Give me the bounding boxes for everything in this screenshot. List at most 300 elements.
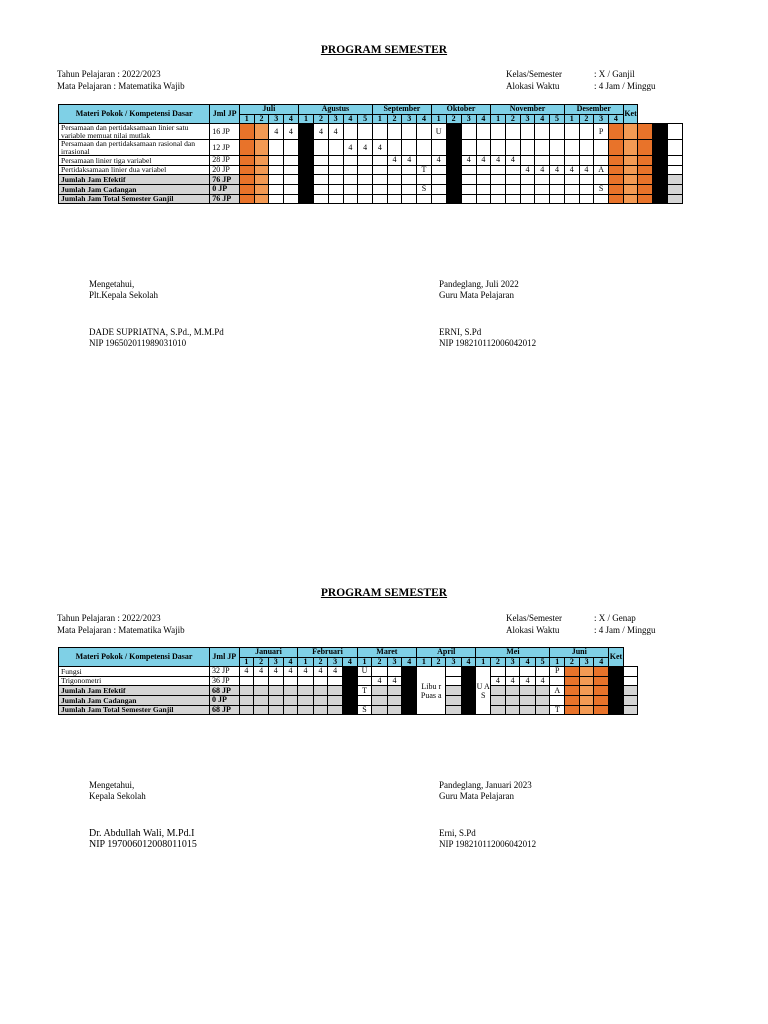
jabatan-label-2: Kepala Sekolah bbox=[89, 791, 146, 801]
week-cell: 4 bbox=[550, 165, 565, 175]
week-cell bbox=[372, 667, 387, 677]
week-cell bbox=[283, 695, 298, 705]
month-header: Juni bbox=[550, 648, 609, 658]
week-cell bbox=[623, 175, 638, 185]
week-number: 3 bbox=[461, 114, 476, 124]
week-cell bbox=[550, 140, 565, 156]
week-cell bbox=[268, 695, 283, 705]
week-cell bbox=[491, 124, 506, 140]
week-cell: 4 bbox=[431, 156, 446, 166]
meta-left-2 bbox=[57, 612, 185, 636]
week-cell bbox=[254, 705, 269, 715]
ket-cell bbox=[667, 156, 682, 166]
ket-cell bbox=[623, 705, 638, 715]
week-cell bbox=[358, 124, 373, 140]
week-cell bbox=[491, 194, 506, 204]
ket-cell bbox=[623, 667, 638, 677]
week-cell: S bbox=[357, 705, 372, 715]
week-cell bbox=[328, 705, 343, 715]
week-cell bbox=[461, 140, 476, 156]
week-cell bbox=[520, 124, 535, 140]
week-cell bbox=[653, 184, 668, 194]
week-cell bbox=[254, 695, 269, 705]
week-cell bbox=[550, 124, 565, 140]
month-header: Mei bbox=[476, 648, 550, 658]
week-cell bbox=[579, 686, 594, 696]
week-cell bbox=[461, 667, 476, 677]
ket-cell bbox=[667, 124, 682, 140]
week-cell bbox=[298, 156, 313, 166]
week-cell bbox=[579, 695, 594, 705]
ket-cell bbox=[623, 686, 638, 696]
week-cell bbox=[476, 140, 491, 156]
week-number: 3 bbox=[520, 114, 535, 124]
week-cell bbox=[446, 140, 461, 156]
week-cell bbox=[357, 676, 372, 686]
week-cell bbox=[284, 194, 299, 204]
week-cell bbox=[283, 686, 298, 696]
ket-cell bbox=[667, 165, 682, 175]
week-number: 3 bbox=[268, 657, 283, 667]
week-cell bbox=[372, 705, 387, 715]
ket-cell bbox=[667, 175, 682, 185]
week-cell bbox=[579, 705, 594, 715]
week-cell bbox=[342, 686, 357, 696]
week-cell bbox=[653, 124, 668, 140]
summary-jp: 76 JP bbox=[210, 194, 240, 204]
week-cell bbox=[343, 184, 358, 194]
week-cell bbox=[535, 705, 550, 715]
week-cell bbox=[343, 156, 358, 166]
week-cell bbox=[564, 124, 579, 140]
week-cell: 4 bbox=[579, 165, 594, 175]
week-cell bbox=[491, 175, 506, 185]
week-cell bbox=[579, 667, 594, 677]
week-cell bbox=[328, 184, 343, 194]
week-cell bbox=[387, 686, 402, 696]
week-cell: 4 bbox=[505, 156, 520, 166]
week-cell bbox=[609, 705, 624, 715]
week-cell bbox=[491, 705, 506, 715]
summary-label: Jumlah Jam Efektif bbox=[59, 686, 210, 696]
mata-pelajaran-2: Mata Pelajaran : Matematika Wajib bbox=[57, 625, 185, 635]
week-cell bbox=[269, 165, 284, 175]
week-cell bbox=[328, 194, 343, 204]
week-cell: 4 bbox=[372, 140, 387, 156]
week-cell bbox=[372, 695, 387, 705]
week-cell bbox=[387, 194, 402, 204]
week-cell bbox=[402, 705, 417, 715]
week-cell bbox=[254, 124, 269, 140]
week-cell: 4 bbox=[343, 140, 358, 156]
week-cell bbox=[608, 194, 623, 204]
week-number: 2 bbox=[372, 657, 387, 667]
week-cell bbox=[623, 184, 638, 194]
week-number: 4 bbox=[402, 657, 417, 667]
week-cell bbox=[520, 175, 535, 185]
week-cell bbox=[491, 667, 506, 677]
week-cell bbox=[564, 156, 579, 166]
week-cell bbox=[623, 124, 638, 140]
week-cell bbox=[284, 140, 299, 156]
week-cell bbox=[535, 140, 550, 156]
week-cell bbox=[268, 705, 283, 715]
week-cell: 4 bbox=[314, 124, 329, 140]
week-cell bbox=[417, 140, 432, 156]
week-cell bbox=[298, 175, 313, 185]
week-cell bbox=[314, 175, 329, 185]
summary-label: Jumlah Jam Efektif bbox=[59, 175, 210, 185]
week-cell bbox=[638, 124, 653, 140]
summary-label: Jumlah Jam Total Semester Ganjil bbox=[59, 705, 210, 715]
week-cell bbox=[269, 156, 284, 166]
week-cell bbox=[239, 686, 254, 696]
week-cell bbox=[298, 695, 313, 705]
week-cell bbox=[358, 175, 373, 185]
page-title: PROGRAM SEMESTER bbox=[320, 44, 448, 56]
week-cell bbox=[298, 705, 313, 715]
week-cell bbox=[284, 184, 299, 194]
week-number: 2 bbox=[565, 657, 580, 667]
week-cell bbox=[358, 194, 373, 204]
week-number: 5 bbox=[535, 657, 550, 667]
week-cell bbox=[594, 156, 609, 166]
week-cell bbox=[342, 676, 357, 686]
week-cell bbox=[608, 124, 623, 140]
week-number: 3 bbox=[402, 114, 417, 124]
week-cell bbox=[239, 175, 254, 185]
week-number: 1 bbox=[476, 657, 491, 667]
week-cell bbox=[431, 184, 446, 194]
week-cell bbox=[387, 165, 402, 175]
week-number: 3 bbox=[446, 657, 461, 667]
week-cell bbox=[565, 695, 580, 705]
week-cell bbox=[314, 194, 329, 204]
week-cell bbox=[520, 140, 535, 156]
week-cell bbox=[461, 686, 476, 696]
week-cell bbox=[313, 695, 328, 705]
jml-jp-value: 16 JP bbox=[210, 124, 240, 140]
week-cell bbox=[328, 165, 343, 175]
week-cell bbox=[446, 194, 461, 204]
week-cell bbox=[609, 676, 624, 686]
week-cell bbox=[461, 676, 476, 686]
header-jml-jp: Jml JP bbox=[210, 105, 240, 124]
alokasi-value: : 4 Jam / Minggu bbox=[594, 81, 656, 91]
week-cell bbox=[608, 165, 623, 175]
kepala-sekolah-nip: NIP 196502011989031010 bbox=[89, 338, 187, 348]
week-cell bbox=[328, 676, 343, 686]
week-number: 2 bbox=[313, 657, 328, 667]
libur-puasa-cell: Libu r Puas a bbox=[417, 667, 446, 715]
guru-nip-2: NIP 198210112006042012 bbox=[439, 839, 537, 849]
summary-label: Jumlah Jam Cadangan bbox=[59, 695, 210, 705]
week-cell bbox=[608, 184, 623, 194]
header-ket: Ket bbox=[623, 105, 638, 124]
week-cell bbox=[461, 124, 476, 140]
week-cell: 4 bbox=[402, 156, 417, 166]
week-cell: 4 bbox=[520, 165, 535, 175]
tahun-pelajaran: Tahun Pelajaran : 2022/2023 bbox=[57, 69, 161, 79]
week-cell bbox=[239, 676, 254, 686]
week-cell bbox=[594, 705, 609, 715]
week-cell: 4 bbox=[372, 676, 387, 686]
week-cell bbox=[579, 175, 594, 185]
week-cell bbox=[461, 165, 476, 175]
alokasi-value-2: : 4 Jam / Minggu bbox=[594, 625, 656, 635]
week-number: 1 bbox=[550, 657, 565, 667]
summary-jp: 76 JP bbox=[210, 175, 240, 185]
week-cell bbox=[653, 140, 668, 156]
week-number: 1 bbox=[372, 114, 387, 124]
week-cell: 4 bbox=[476, 156, 491, 166]
meta-right-labels-2 bbox=[506, 612, 562, 636]
week-cell bbox=[446, 124, 461, 140]
week-cell bbox=[491, 184, 506, 194]
week-cell bbox=[579, 140, 594, 156]
mengetahui-label: Mengetahui, bbox=[89, 279, 135, 289]
week-number: 2 bbox=[254, 114, 269, 124]
week-number: 1 bbox=[239, 114, 254, 124]
week-cell bbox=[505, 165, 520, 175]
week-number: 3 bbox=[387, 657, 402, 667]
week-cell bbox=[565, 705, 580, 715]
week-cell bbox=[402, 124, 417, 140]
week-cell bbox=[550, 156, 565, 166]
week-cell bbox=[358, 184, 373, 194]
week-cell: 4 bbox=[269, 124, 284, 140]
jabatan-label: Plt.Kepala Sekolah bbox=[89, 290, 158, 300]
header-materi: Materi Pokok / Kompetensi Dasar bbox=[59, 648, 210, 667]
week-cell: U bbox=[431, 124, 446, 140]
ket-cell bbox=[623, 676, 638, 686]
week-cell bbox=[387, 184, 402, 194]
week-cell: T bbox=[550, 705, 565, 715]
week-cell bbox=[638, 184, 653, 194]
week-cell bbox=[254, 676, 269, 686]
week-cell bbox=[402, 140, 417, 156]
ket-cell bbox=[667, 184, 682, 194]
week-cell bbox=[579, 676, 594, 686]
week-cell bbox=[520, 695, 535, 705]
week-cell bbox=[387, 124, 402, 140]
week-cell bbox=[520, 667, 535, 677]
week-cell: 4 bbox=[328, 124, 343, 140]
week-cell bbox=[550, 695, 565, 705]
week-cell bbox=[387, 140, 402, 156]
week-cell: 4 bbox=[387, 156, 402, 166]
week-cell bbox=[638, 165, 653, 175]
week-number: 2 bbox=[579, 114, 594, 124]
week-cell: T bbox=[357, 686, 372, 696]
week-number: 1 bbox=[491, 114, 506, 124]
week-cell bbox=[564, 184, 579, 194]
week-cell bbox=[254, 165, 269, 175]
week-cell bbox=[239, 695, 254, 705]
week-cell bbox=[314, 165, 329, 175]
week-number: 3 bbox=[505, 657, 520, 667]
week-cell bbox=[446, 184, 461, 194]
week-cell: S bbox=[594, 184, 609, 194]
week-cell bbox=[372, 194, 387, 204]
week-cell bbox=[476, 124, 491, 140]
week-cell bbox=[239, 124, 254, 140]
schedule-table bbox=[58, 104, 710, 204]
materi-name: Fungsi bbox=[59, 667, 210, 677]
week-cell bbox=[402, 686, 417, 696]
week-cell bbox=[535, 156, 550, 166]
week-cell: 4 bbox=[268, 667, 283, 677]
kepala-sekolah-name: DADE SUPRIATNA, S.Pd., M.M.Pd bbox=[89, 327, 224, 337]
week-cell bbox=[446, 705, 461, 715]
week-cell bbox=[476, 184, 491, 194]
week-number: 4 bbox=[284, 114, 299, 124]
week-cell bbox=[535, 194, 550, 204]
week-cell bbox=[417, 175, 432, 185]
week-cell bbox=[387, 695, 402, 705]
mata-pelajaran: Mata Pelajaran : Matematika Wajib bbox=[57, 81, 185, 91]
week-cell bbox=[298, 140, 313, 156]
week-cell bbox=[314, 184, 329, 194]
week-number: 4 bbox=[535, 114, 550, 124]
week-cell: 4 bbox=[283, 667, 298, 677]
summary-jp: 68 JP bbox=[210, 705, 240, 715]
week-cell bbox=[283, 676, 298, 686]
signature-left-2 bbox=[89, 780, 197, 850]
kepala-sekolah-nip-2: NIP 197006012008011015 bbox=[89, 839, 197, 850]
week-cell bbox=[638, 175, 653, 185]
materi-name: Persamaan linier tiga variabel bbox=[59, 156, 210, 166]
week-cell bbox=[357, 695, 372, 705]
week-cell bbox=[446, 165, 461, 175]
week-cell bbox=[594, 140, 609, 156]
week-cell bbox=[313, 705, 328, 715]
week-cell bbox=[535, 175, 550, 185]
week-number: 1 bbox=[357, 657, 372, 667]
week-cell bbox=[328, 156, 343, 166]
month-header: Oktober bbox=[431, 105, 490, 115]
week-cell bbox=[372, 686, 387, 696]
week-cell bbox=[343, 124, 358, 140]
week-cell bbox=[417, 194, 432, 204]
week-cell bbox=[372, 165, 387, 175]
week-cell bbox=[328, 686, 343, 696]
week-cell: 4 bbox=[254, 667, 269, 677]
week-cell: A bbox=[550, 686, 565, 696]
week-number: 4 bbox=[342, 657, 357, 667]
week-cell bbox=[239, 184, 254, 194]
week-cell bbox=[535, 124, 550, 140]
summary-label: Jumlah Jam Cadangan bbox=[59, 184, 210, 194]
week-cell bbox=[269, 184, 284, 194]
week-number: 5 bbox=[550, 114, 565, 124]
week-cell bbox=[343, 194, 358, 204]
week-number: 4 bbox=[476, 114, 491, 124]
week-cell bbox=[623, 194, 638, 204]
week-number: 5 bbox=[358, 114, 373, 124]
week-cell bbox=[609, 667, 624, 677]
week-cell bbox=[535, 695, 550, 705]
header-materi: Materi Pokok / Kompetensi Dasar bbox=[59, 105, 210, 124]
week-cell bbox=[313, 686, 328, 696]
schedule-table-2 bbox=[58, 647, 710, 715]
month-header: Juli bbox=[239, 105, 298, 115]
week-number: 2 bbox=[431, 657, 446, 667]
week-cell bbox=[298, 165, 313, 175]
week-cell bbox=[254, 156, 269, 166]
week-cell bbox=[608, 140, 623, 156]
week-cell: 4 bbox=[491, 676, 506, 686]
week-cell bbox=[239, 140, 254, 156]
week-cell bbox=[579, 156, 594, 166]
week-cell bbox=[505, 686, 520, 696]
week-cell bbox=[535, 686, 550, 696]
week-cell bbox=[284, 175, 299, 185]
month-header: November bbox=[491, 105, 565, 115]
week-cell bbox=[298, 124, 313, 140]
week-cell bbox=[623, 156, 638, 166]
kepala-sekolah-name-2: Dr. Abdullah Wali, M.Pd.I bbox=[89, 828, 195, 839]
meta-right-labels bbox=[506, 68, 562, 92]
week-cell bbox=[446, 667, 461, 677]
week-number: 3 bbox=[579, 657, 594, 667]
ket-cell bbox=[667, 194, 682, 204]
week-cell bbox=[372, 184, 387, 194]
week-cell: 4 bbox=[520, 676, 535, 686]
week-cell bbox=[343, 165, 358, 175]
week-number: 2 bbox=[505, 114, 520, 124]
week-cell bbox=[564, 194, 579, 204]
week-cell bbox=[520, 686, 535, 696]
week-cell: S bbox=[417, 184, 432, 194]
week-cell bbox=[550, 184, 565, 194]
materi-name: Persamaan dan pertidaksamaan rasional dan irrasional bbox=[59, 140, 210, 156]
week-cell: 4 bbox=[328, 667, 343, 677]
week-cell bbox=[431, 194, 446, 204]
week-cell bbox=[505, 184, 520, 194]
week-number: 3 bbox=[594, 114, 609, 124]
signature-right-2 bbox=[439, 780, 536, 850]
summary-jp: 0 JP bbox=[210, 184, 240, 194]
week-cell: 4 bbox=[298, 667, 313, 677]
week-cell bbox=[402, 695, 417, 705]
week-cell bbox=[638, 140, 653, 156]
week-cell: 4 bbox=[358, 140, 373, 156]
week-cell bbox=[239, 156, 254, 166]
week-cell bbox=[476, 175, 491, 185]
week-cell bbox=[505, 194, 520, 204]
week-cell bbox=[254, 686, 269, 696]
week-number: 3 bbox=[328, 114, 343, 124]
jml-jp-value: 36 JP bbox=[210, 676, 240, 686]
guru-name: ERNI, S.Pd bbox=[439, 327, 482, 337]
week-number: 2 bbox=[491, 657, 506, 667]
kelas-label-2: Kelas/Semester bbox=[506, 613, 562, 623]
week-cell bbox=[565, 667, 580, 677]
place-date: Pandeglang, Juli 2022 bbox=[439, 279, 519, 289]
week-cell bbox=[491, 695, 506, 705]
week-cell bbox=[520, 156, 535, 166]
month-header: April bbox=[417, 648, 476, 658]
week-cell bbox=[461, 184, 476, 194]
week-cell bbox=[417, 124, 432, 140]
week-cell bbox=[254, 184, 269, 194]
header-ket: Ket bbox=[609, 648, 624, 667]
week-cell bbox=[565, 686, 580, 696]
alokasi-label: Alokasi Waktu bbox=[506, 81, 560, 91]
week-cell: 4 bbox=[239, 667, 254, 677]
week-cell bbox=[372, 124, 387, 140]
